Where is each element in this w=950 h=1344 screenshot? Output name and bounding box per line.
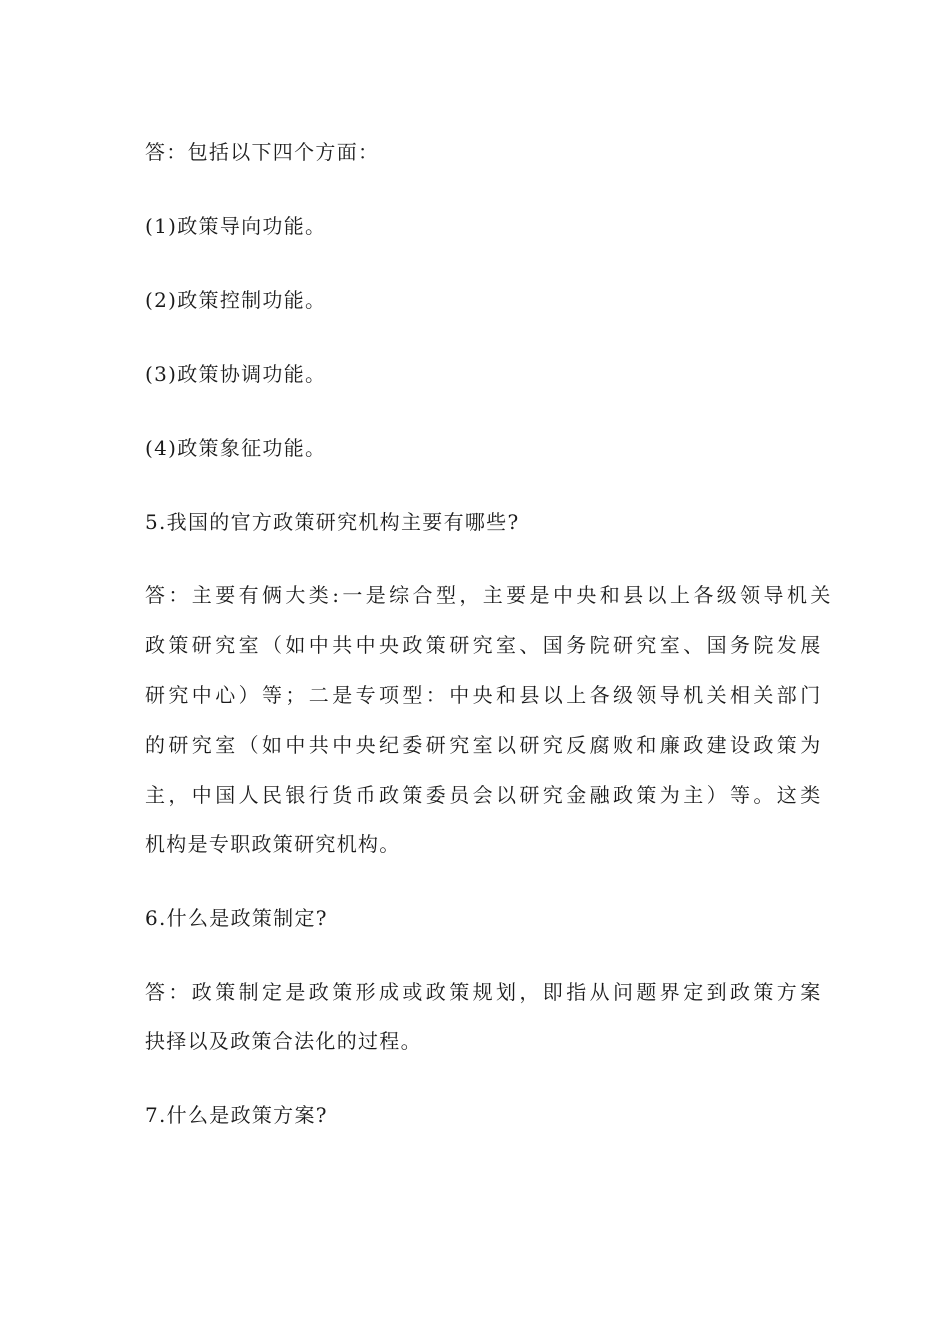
answer-5-line-4: 的研究室（如中共中央纪委研究室以研究反腐败和廉政建设政策为 (145, 733, 824, 757)
answer-5-line-1: 答：主要有俩大类:一是综合型，主要是中央和县以上各级领导机关 (145, 583, 834, 607)
answer-5-line-5: 主，中国人民银行货币政策委员会以研究金融政策为主）等。这类 (145, 783, 824, 807)
answer-5-line-6: 机构是专职政策研究机构。 (145, 832, 401, 856)
answer-intro-line: 答：包括以下四个方面： (145, 140, 380, 164)
question-6-heading: 6.什么是政策制定? (145, 906, 328, 930)
answer-5-line-3: 研究中心）等；二是专项型：中央和县以上各级领导机关相关部门 (145, 683, 824, 707)
question-5-heading: 5.我国的官方政策研究机构主要有哪些? (145, 510, 520, 534)
list-item-3: (3)政策协调功能。 (145, 362, 327, 386)
answer-6-line-1: 答：政策制定是政策形成或政策规划，即指从问题界定到政策方案 (145, 980, 824, 1004)
question-7-heading: 7.什么是政策方案? (145, 1103, 328, 1127)
list-item-4: (4)政策象征功能。 (145, 436, 327, 460)
answer-5-line-2: 政策研究室（如中共中央政策研究室、国务院研究室、国务院发展 (145, 633, 824, 657)
list-item-2: (2)政策控制功能。 (145, 288, 327, 312)
list-item-1: (1)政策导向功能。 (145, 214, 327, 238)
answer-6-line-2: 抉择以及政策合法化的过程。 (145, 1029, 422, 1053)
